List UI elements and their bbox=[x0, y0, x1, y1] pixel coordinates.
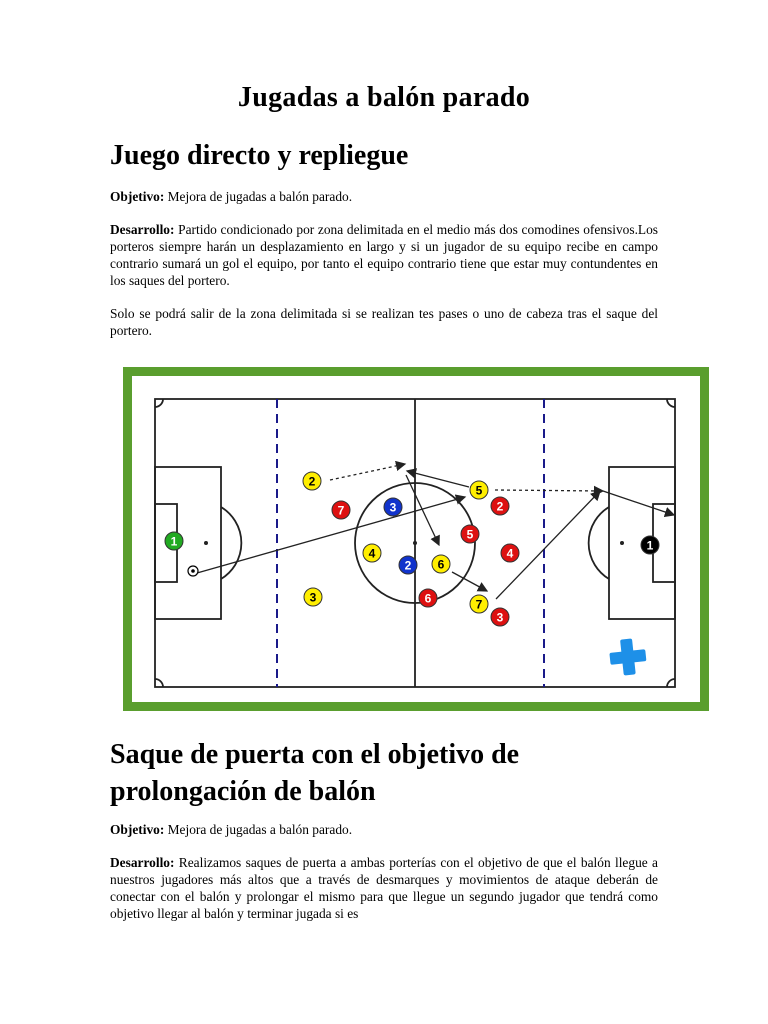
objetivo-text: Mejora de jugadas a balón parado. bbox=[164, 189, 353, 204]
desarrollo-label: Desarrollo: bbox=[110, 222, 175, 237]
objetivo-label: Objetivo: bbox=[110, 822, 165, 837]
player-number: 2 bbox=[404, 558, 412, 573]
section-heading-juego-directo: Juego directo y repliegue bbox=[110, 140, 409, 171]
player-marker-green-1 bbox=[165, 532, 183, 550]
player-number: 6 bbox=[424, 591, 432, 606]
player-number: 1 bbox=[646, 538, 654, 553]
player-marker-red-6 bbox=[419, 589, 437, 607]
player-number: 7 bbox=[475, 597, 483, 612]
objetivo-paragraph-1 bbox=[110, 188, 658, 205]
player-number: 3 bbox=[389, 500, 397, 515]
player-marker-red-2 bbox=[491, 497, 509, 515]
desarrollo-paragraph-2 bbox=[110, 854, 658, 922]
left-penalty-spot bbox=[204, 541, 208, 545]
player-marker-yellow-2 bbox=[303, 472, 321, 490]
player-number: 6 bbox=[437, 557, 445, 572]
right-penalty-spot bbox=[620, 541, 624, 545]
player-number: 4 bbox=[506, 546, 514, 561]
player-number: 5 bbox=[475, 483, 483, 498]
player-number: 3 bbox=[496, 610, 504, 625]
desarrollo-label: Desarrollo: bbox=[110, 855, 175, 870]
desarrollo-paragraph-1 bbox=[110, 221, 658, 289]
desarrollo-text: Partido condicionado por zona delimitada en el medio más dos comodines ofensivos.Los porteros siempre harán un desplazamiento en largo y si un jugador de su equipo recibe en campo contrario sumará un gol el equipo, por tanto el equipo contrario tiene que estar muy contundentes en los saques del portero. bbox=[110, 222, 658, 288]
objetivo-text: Mejora de jugadas a balón parado. bbox=[164, 822, 353, 837]
player-marker-black-1 bbox=[641, 536, 659, 554]
desarrollo-text: Realizamos saques de puerta a ambas porterías con el objetivo de que el balón llegue a nuestros jugadores más altos que a través de desmarques y movimientos de ataque deberán de conectar con el balón y prolongar el mismo para que llegue un segundo jugador que tendrá como objetivo llegar al balón y terminar jugada si es bbox=[110, 855, 658, 921]
player-marker-yellow-5 bbox=[470, 481, 488, 499]
player-marker-red-5 bbox=[461, 525, 479, 543]
player-marker-blue-2 bbox=[399, 556, 417, 574]
objetivo-label: Objetivo: bbox=[110, 189, 165, 204]
zona-paragraph: Solo se podrá salir de la zona delimitada si se realizan tes pases o uno de cabeza tras el saque del portero. bbox=[110, 306, 658, 338]
player-number: 2 bbox=[308, 474, 316, 489]
player-marker-yellow-4 bbox=[363, 544, 381, 562]
player-number: 7 bbox=[337, 503, 345, 518]
player-marker-yellow-3 bbox=[304, 588, 322, 606]
player-number: 3 bbox=[309, 590, 317, 605]
soccer-ball-icon bbox=[188, 566, 198, 576]
player-marker-red-7 bbox=[332, 501, 350, 519]
player-number: 2 bbox=[496, 499, 504, 514]
player-marker-red-4 bbox=[501, 544, 519, 562]
section-heading-saque-de-puerta: Saque de puerta con el objetivo de prolongación de balón bbox=[110, 739, 520, 807]
soccer-field-diagram bbox=[123, 367, 709, 711]
player-marker-red-3 bbox=[491, 608, 509, 626]
player-marker-yellow-7 bbox=[470, 595, 488, 613]
player-number: 1 bbox=[170, 534, 178, 549]
objetivo-paragraph-2 bbox=[110, 821, 658, 838]
center-spot bbox=[413, 541, 417, 545]
player-number: 5 bbox=[466, 527, 474, 542]
player-number: 4 bbox=[368, 546, 376, 561]
player-marker-blue-3 bbox=[384, 498, 402, 516]
player-marker-yellow-6 bbox=[432, 555, 450, 573]
tactics-diagram bbox=[123, 367, 709, 711]
page-title: Jugadas a balón parado bbox=[237, 82, 531, 113]
